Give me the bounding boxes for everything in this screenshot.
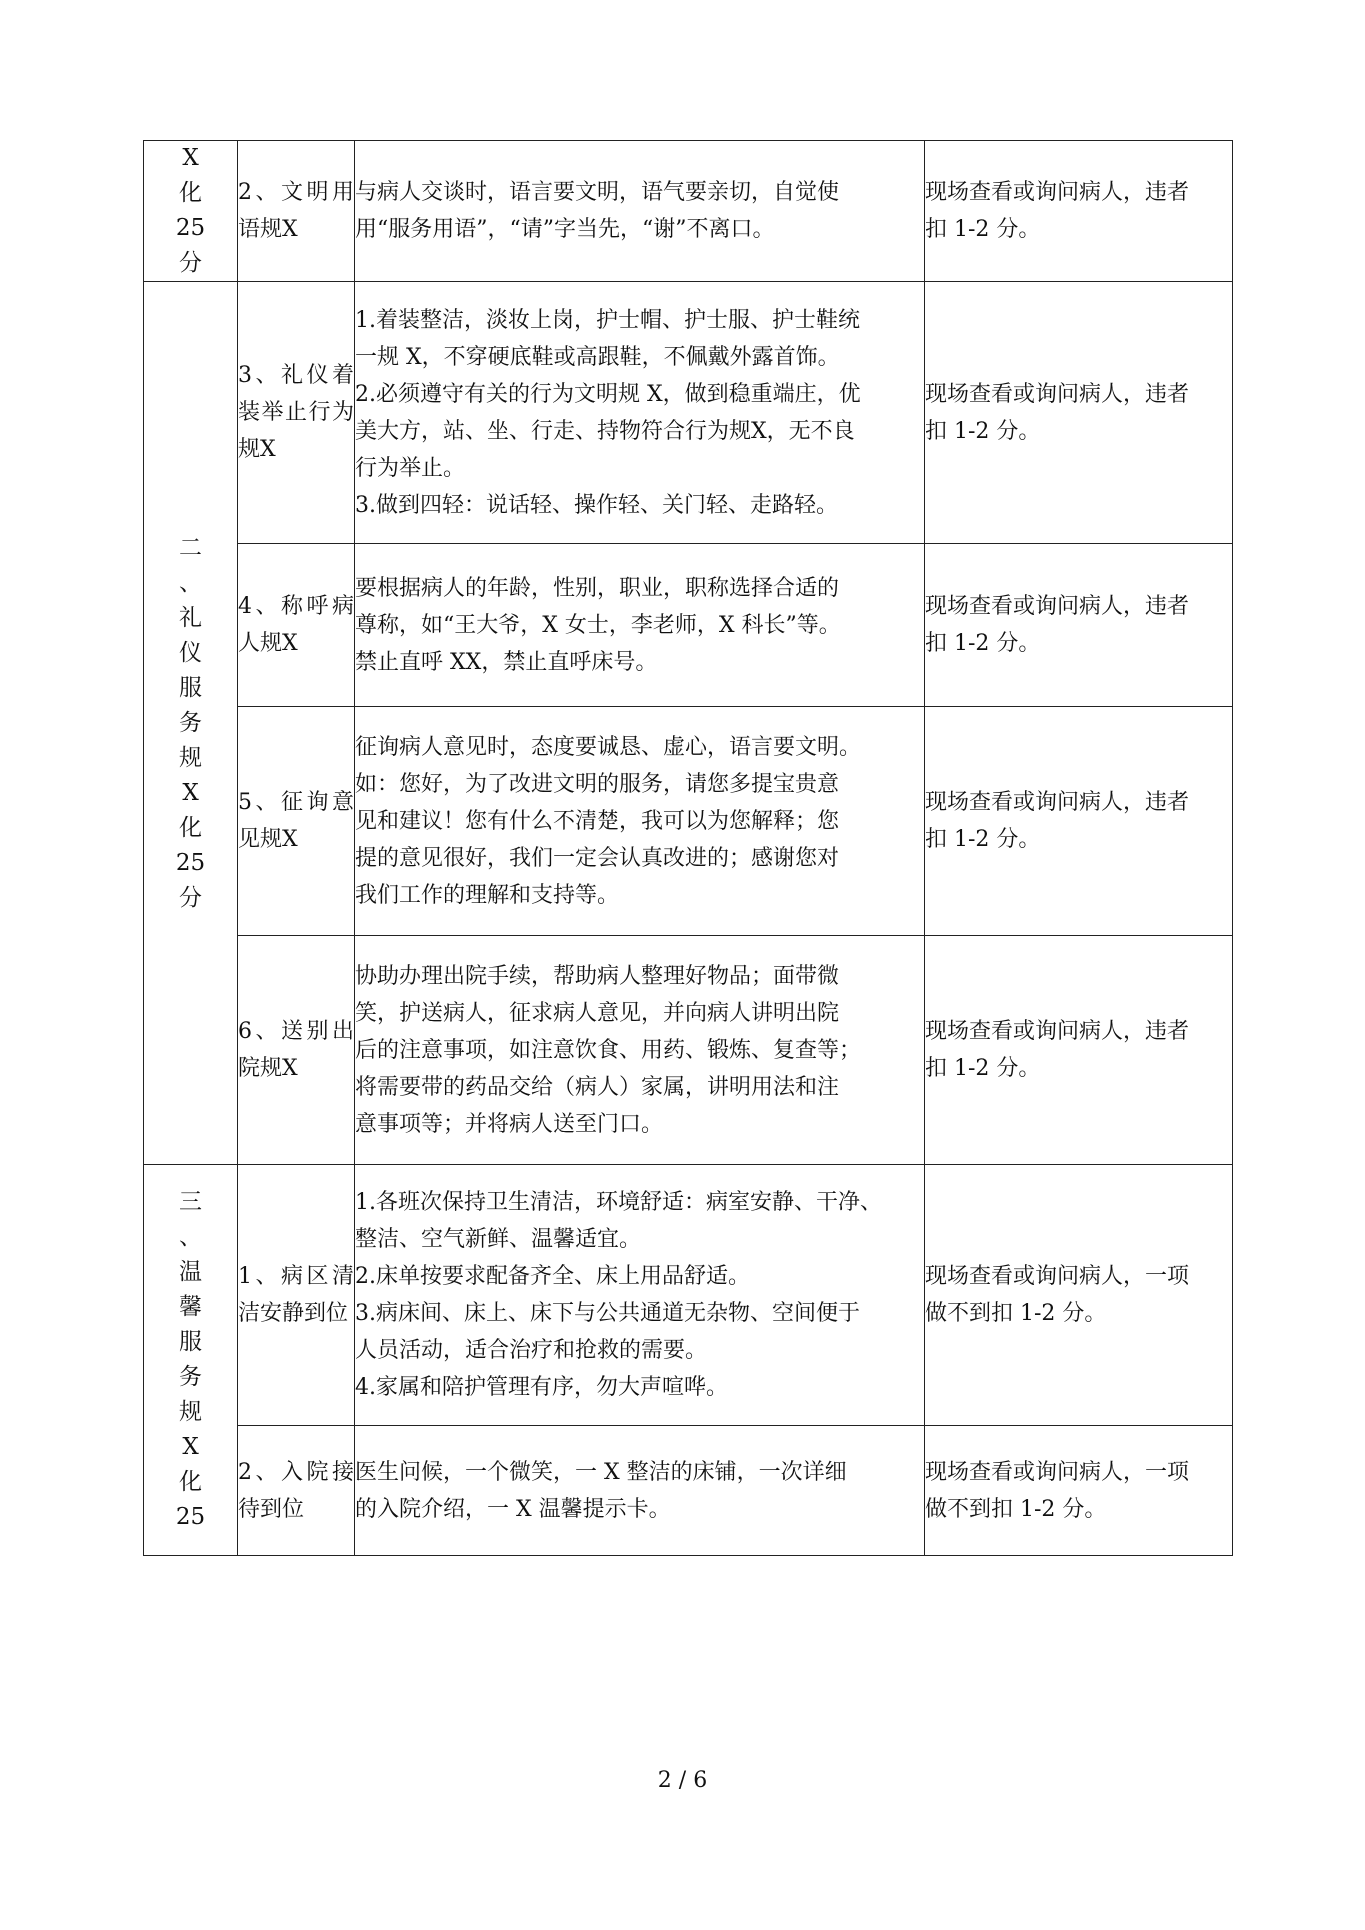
standard-line: 提的意见很好，我们一定会认真改进的；感谢您对 <box>355 845 840 871</box>
category-cell <box>144 1165 238 1556</box>
standard-line: 美大方，站、坐、行走、持物符合行为规X，无不良 <box>355 418 855 444</box>
table-row <box>144 141 1233 282</box>
scoring-rule-line: 扣 1-2 分。 <box>925 1056 1041 1081</box>
scoring-rule-line: 现场查看或询问病人，一项 <box>925 1459 1190 1485</box>
category-char: 馨 <box>179 1294 202 1320</box>
scoring-rule-cell <box>925 282 1233 544</box>
category-char: 服 <box>179 1329 202 1355</box>
standard-line: 人员活动，适合治疗和抢救的需要。 <box>355 1338 708 1363</box>
category-char: 化 <box>179 180 202 206</box>
scoring-rule-line: 扣 1-2 分。 <box>925 418 1041 444</box>
standard-line: 3.病床间、床上、床下与公共通道无杂物、空间便于 <box>355 1301 860 1326</box>
category-char: 分 <box>179 884 202 911</box>
table-row <box>144 707 1233 936</box>
category-char: 规 <box>179 744 202 771</box>
standard-line: 将需要带的药品交给（病人）家属，讲明用法和注 <box>355 1074 840 1100</box>
table-row <box>144 544 1233 707</box>
scoring-rule-line: 做不到扣 1-2 分。 <box>925 1496 1107 1522</box>
standard-line: 医生问候，一个微笑，一 X 整洁的床铺，一次详细 <box>355 1459 847 1485</box>
category-cell <box>144 141 238 282</box>
scoring-rule-cell <box>925 707 1233 936</box>
scoring-rule-line: 现场查看或询问病人，违者 <box>925 180 1190 205</box>
item-cell: 4、称呼病人规X <box>238 544 355 707</box>
table-row <box>144 1165 1233 1426</box>
page-number: 2 / 6 <box>657 1768 708 1793</box>
category-char: 温 <box>179 1259 202 1285</box>
standard-cell <box>355 282 925 544</box>
category-char: 服 <box>179 674 202 701</box>
scoring-rule-cell <box>925 936 1233 1165</box>
standard-line: 整洁、空气新鲜、温馨适宜。 <box>355 1227 642 1252</box>
standard-line: 尊称，如“王大爷，X 女士，李老师，X 科长”等。 <box>355 612 841 638</box>
standard-line: 用“服务用语”，“请”字当先，“谢”不离口。 <box>355 217 775 242</box>
standard-cell <box>355 544 925 707</box>
category-char: 、 <box>179 569 202 596</box>
standard-line: 的入院介绍，一 X 温馨提示卡。 <box>355 1496 671 1522</box>
scoring-rule-line: 现场查看或询问病人，一项 <box>925 1264 1190 1289</box>
category-cell <box>144 282 238 1165</box>
category-char: 务 <box>179 709 202 736</box>
scoring-rule-line: 现场查看或询问病人，违者 <box>925 594 1190 619</box>
scoring-rule-line: 扣 1-2 分。 <box>925 827 1041 852</box>
standard-line: 1.着装整洁，淡妆上岗，护士帽、护士服、护士鞋统 <box>355 307 860 333</box>
item-cell: 2、入院接待到位 <box>238 1426 355 1556</box>
standard-line: 1.各班次保持卫生清洁，环境舒适：病室安静、干净、 <box>355 1190 882 1215</box>
item-cell: 5、征询意见规X <box>238 707 355 936</box>
item-cell: 3、礼仪着装举止行为规X <box>238 282 355 544</box>
category-char: 三 <box>179 1189 202 1215</box>
standard-line: 协助办理出院手续，帮助病人整理好物品；面带微 <box>355 963 840 989</box>
scoring-rule-line: 扣 1-2 分。 <box>925 631 1041 656</box>
category-char: X <box>182 145 199 171</box>
standard-line: 我们工作的理解和支持等。 <box>355 882 620 908</box>
standard-line: 征询病人意见时，态度要诚恳、虚心，语言要文明。 <box>355 734 862 760</box>
item-cell: 2、文明用语规X <box>238 141 355 282</box>
standard-line: 2.床单按要求配备齐全、床上用品舒适。 <box>355 1264 750 1289</box>
table-row <box>144 282 1233 544</box>
standard-line: 禁止直呼 XX，禁止直呼床号。 <box>355 649 658 675</box>
category-char: 、 <box>179 1224 202 1250</box>
scoring-rule-line: 现场查看或询问病人，违者 <box>925 790 1190 815</box>
category-char: 礼 <box>179 604 202 631</box>
standard-line: 见和建议！您有什么不清楚，我可以为您解释；您 <box>355 808 840 834</box>
category-char: X <box>182 779 199 806</box>
standard-cell <box>355 1426 925 1556</box>
scoring-rule-line: 扣 1-2 分。 <box>925 217 1041 242</box>
standard-line: 笑，护送病人，征求病人意见，并向病人讲明出院 <box>355 1000 840 1026</box>
standard-cell <box>355 1165 925 1426</box>
standard-line: 与病人交谈时，语言要文明，语气要亲切，自觉使 <box>355 180 840 205</box>
scoring-rule-line: 现场查看或询问病人，违者 <box>925 1019 1190 1044</box>
category-char: X <box>182 1434 199 1460</box>
standard-line: 行为举止。 <box>355 455 466 481</box>
standard-line: 后的注意事项，如注意饮食、用药、锻炼、复查等； <box>355 1037 862 1063</box>
category-char: 化 <box>179 1469 202 1495</box>
category-char: 二 <box>179 534 202 561</box>
standard-line: 2.必须遵守有关的行为文明规 X，做到稳重端庄，优 <box>355 381 861 407</box>
standard-line: 要根据病人的年龄，性别，职业，职称选择合适的 <box>355 575 840 601</box>
standard-line: 4.家属和陪护管理有序，勿大声喧哗。 <box>355 1375 728 1400</box>
standard-cell <box>355 936 925 1165</box>
standard-line: 意事项等；并将病人送至门口。 <box>355 1111 664 1137</box>
table-row <box>144 936 1233 1165</box>
item-cell: 6、送别出院规X <box>238 936 355 1165</box>
category-char: 化 <box>179 814 202 841</box>
category-char: 25 <box>175 1504 206 1530</box>
category-char: 分 <box>179 250 202 276</box>
scoring-rule-cell <box>925 1426 1233 1556</box>
scoring-rule-cell <box>925 141 1233 282</box>
standard-line: 一规 X，不穿硬底鞋或高跟鞋，不佩戴外露首饰。 <box>355 344 840 370</box>
category-char: 仪 <box>179 639 202 666</box>
standard-line: 3.做到四轻：说话轻、操作轻、关门轻、走路轻。 <box>355 492 838 518</box>
scoring-rule-line: 做不到扣 1-2 分。 <box>925 1301 1107 1326</box>
scoring-rule-cell <box>925 544 1233 707</box>
standard-line: 如：您好，为了改进文明的服务，请您多提宝贵意 <box>355 771 840 797</box>
service-standards-table <box>143 140 1233 1556</box>
standard-cell <box>355 707 925 936</box>
scoring-rule-cell <box>925 1165 1233 1426</box>
standard-cell <box>355 141 925 282</box>
category-char: 务 <box>179 1364 202 1390</box>
category-char: 25 <box>175 215 206 241</box>
category-char: 规 <box>179 1399 202 1425</box>
table-row <box>144 1426 1233 1556</box>
item-cell: 1、病区清洁安静到位 <box>238 1165 355 1426</box>
category-char: 25 <box>175 849 206 876</box>
scoring-rule-line: 现场查看或询问病人，违者 <box>925 381 1190 407</box>
